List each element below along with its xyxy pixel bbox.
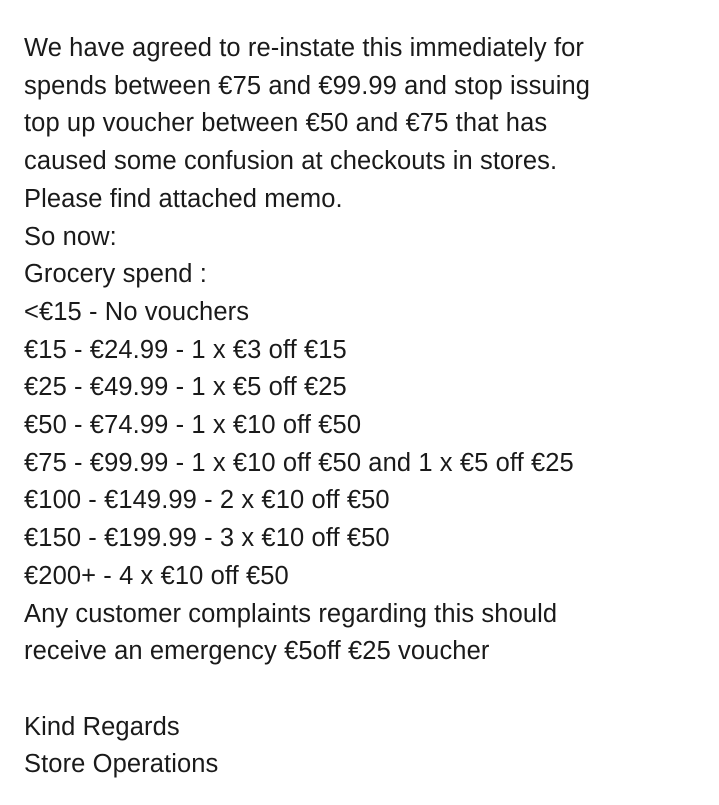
voucher-tier: €200+ - 4 x €10 off €50: [24, 561, 289, 590]
message-body: [24, 30, 714, 784]
signoff-sender: Store Operations: [24, 750, 219, 779]
voucher-tier: €25 - €49.99 - 1 x €5 off €25: [24, 373, 347, 402]
voucher-tier: €15 - €24.99 - 1 x €3 off €15: [24, 335, 347, 364]
voucher-tier: €150 - €199.99 - 3 x €10 off €50: [24, 524, 390, 553]
intro-line: caused some confusion at checkouts in stores.: [24, 147, 558, 176]
intro-line: We have agreed to re-instate this immediately for: [24, 34, 585, 62]
complaint-line: receive an emergency €5off €25 voucher: [24, 637, 490, 666]
voucher-tier: <€15 - No vouchers: [24, 297, 250, 326]
so-now-label: So now:: [24, 222, 117, 251]
voucher-tier: €50 - €74.99 - 1 x €10 off €50: [24, 411, 362, 440]
voucher-tier: €100 - €149.99 - 2 x €10 off €50: [24, 486, 390, 515]
grocery-spend-heading: Grocery spend :: [24, 260, 207, 289]
complaint-line: Any customer complaints regarding this should: [24, 599, 558, 628]
intro-line: top up voucher between €50 and €75 that has: [24, 109, 548, 138]
voucher-tier: €75 - €99.99 - 1 x €10 off €50 and 1 x €5 off €25: [24, 448, 574, 477]
memo-note: Please find attached memo.: [24, 184, 343, 213]
signoff-regards: Kind Regards: [24, 712, 180, 741]
blank-line: [24, 671, 714, 709]
intro-line: spends between €75 and €99.99 and stop issuing: [24, 71, 591, 100]
